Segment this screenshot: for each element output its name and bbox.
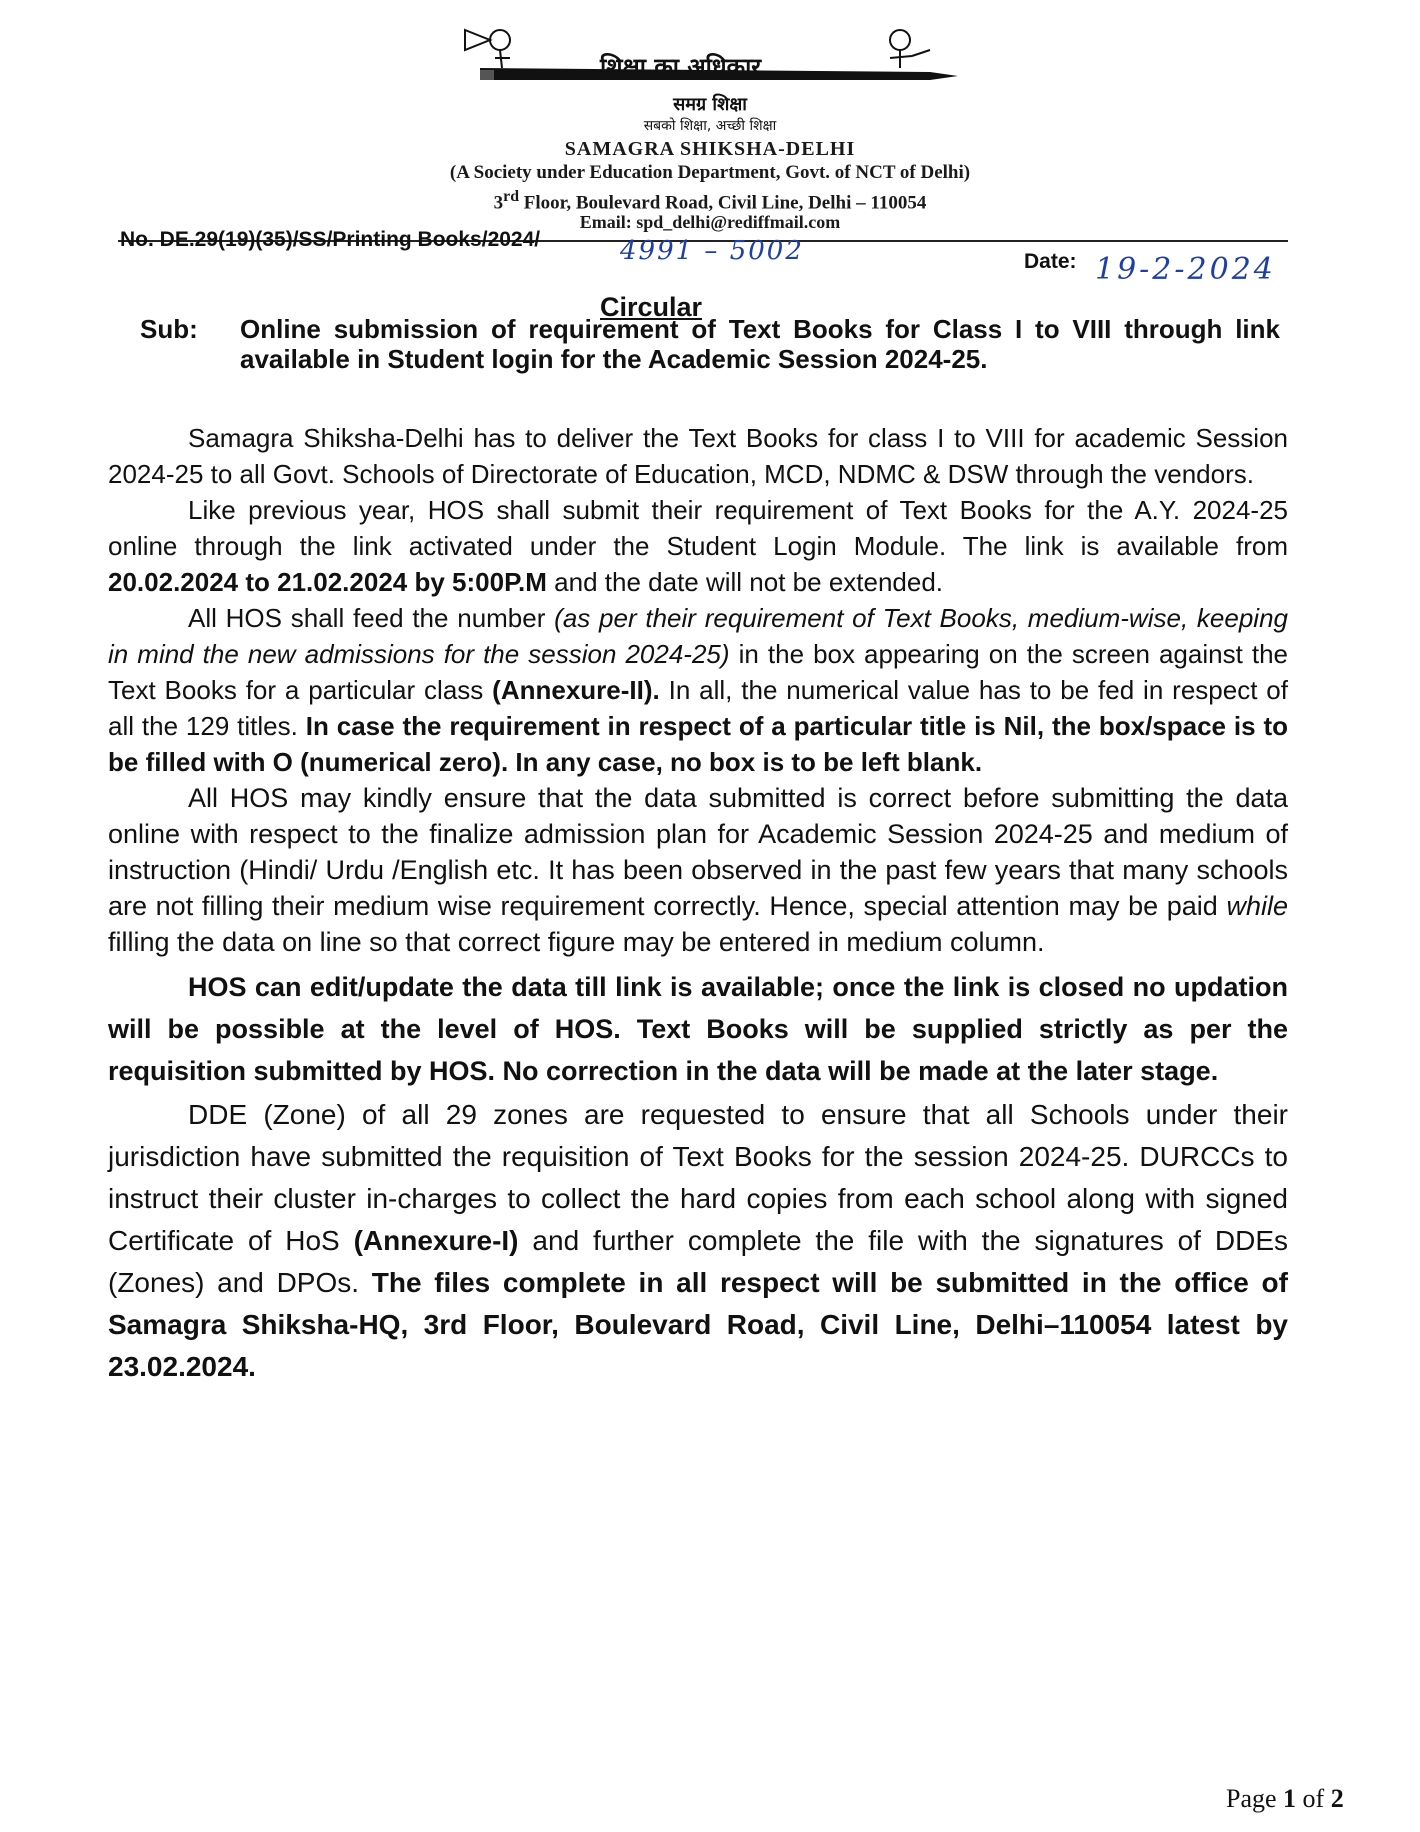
logo-hindi-text: शिक्षा का अधिकार	[600, 53, 762, 81]
circular-body	[108, 420, 1288, 1388]
paragraph-6: DDE (Zone) of all 29 zones are requested to ensure that all Schools under their jurisdiction have submitted the requisition of Text Books for the session 2024-25. DURCCs to instruct their cluster in-charges to collect the hard copies from each school along with signed Certificate of HoS (Annexure-I) and further complete the file with the signatures of DDEs (Zones) and DPOs. The files complete in all respect will be submitted in the office of Samagra Shiksha-HQ, 3rd Floor, Boulevard Road, Civil Line, Delhi–110054 latest by 23.02.2024.	[108, 1099, 1288, 1382]
reference-number: No. DE.29(19)(35)/SS/Printing Books/2024/	[120, 228, 541, 251]
paragraph-4: All HOS may kindly ensure that the data submitted is correct before submitting the data online with respect to the finalize admission plan for Academic Session 2024-25 and medium of instruction (Hindi/ Urdu /English etc. It has been observed in the past few years that many schools are not filling their medium wise requirement correctly. Hence, special attention may be paid while filling the data on line so that correct figure may be entered in medium column.	[108, 783, 1288, 957]
paragraph-1: Samagra Shiksha-Delhi has to deliver the Text Books for class I to VIII for academic Session 2024-25 to all Govt. Schools of Directorate of Education, MCD, NDMC & DSW through the vendors.	[108, 423, 1288, 489]
handwritten-date: 19-2-2024	[1095, 252, 1276, 287]
tagline-hindi: सबको शिक्षा, अच्छी शिक्षा	[643, 118, 777, 134]
subject-label: Sub:	[140, 314, 198, 344]
paragraph-5: HOS can edit/update the data till link is available; once the link is closed no updation will be possible at the level of HOS. Text Books will be supplied strictly as per the requisition submitted by HOS. No correction in the data will be made at the later stage.	[108, 972, 1288, 1086]
document-title: Circular	[600, 292, 703, 322]
page-number: Page 1 of 2	[1226, 1784, 1344, 1813]
email-line: Email: spd_delhi@rediffmail.com	[579, 212, 841, 232]
samagra-shiksha-hindi: समग्र शिक्षा	[673, 94, 747, 115]
organization-name: SAMAGRA SHIKSHA-DELHI	[564, 138, 856, 160]
subject-text: Online submission of requirement of Text Books for Class I to VIII through link available in Student login for the Academic Session 2024-25.	[240, 314, 1280, 374]
society-line: (A Society under Education Department, Govt. of NCT of Delhi)	[449, 162, 971, 183]
paragraph-2: Like previous year, HOS shall submit their requirement of Text Books for the A.Y. 2024-25 online through the link activated under the Student Login Module. The link is available from 20.02.2024 to 21.02.2024 by 5:00P.M and the date will not be extended.	[108, 495, 1288, 597]
paragraph-3: All HOS shall feed the number (as per their requirement of Text Books, medium-wise, keeping in mind the new admissions for the session 2024-25) in the box appearing on the screen against the Text Books for a particular class (Annexure-II). In all, the numerical value has to be fed in respect of all the 129 titles. In case the requirement in respect of a particular title is Nil, the box/space is to be filled with O (numerical zero). In any case, no box is to be left blank.	[108, 603, 1288, 777]
date-label: Date:	[1024, 250, 1077, 273]
address-line: 3rd Floor, Boulevard Road, Civil Line, Delhi – 110054	[493, 188, 927, 214]
handwritten-dispatch-number: 4991 – 5002	[620, 236, 804, 266]
